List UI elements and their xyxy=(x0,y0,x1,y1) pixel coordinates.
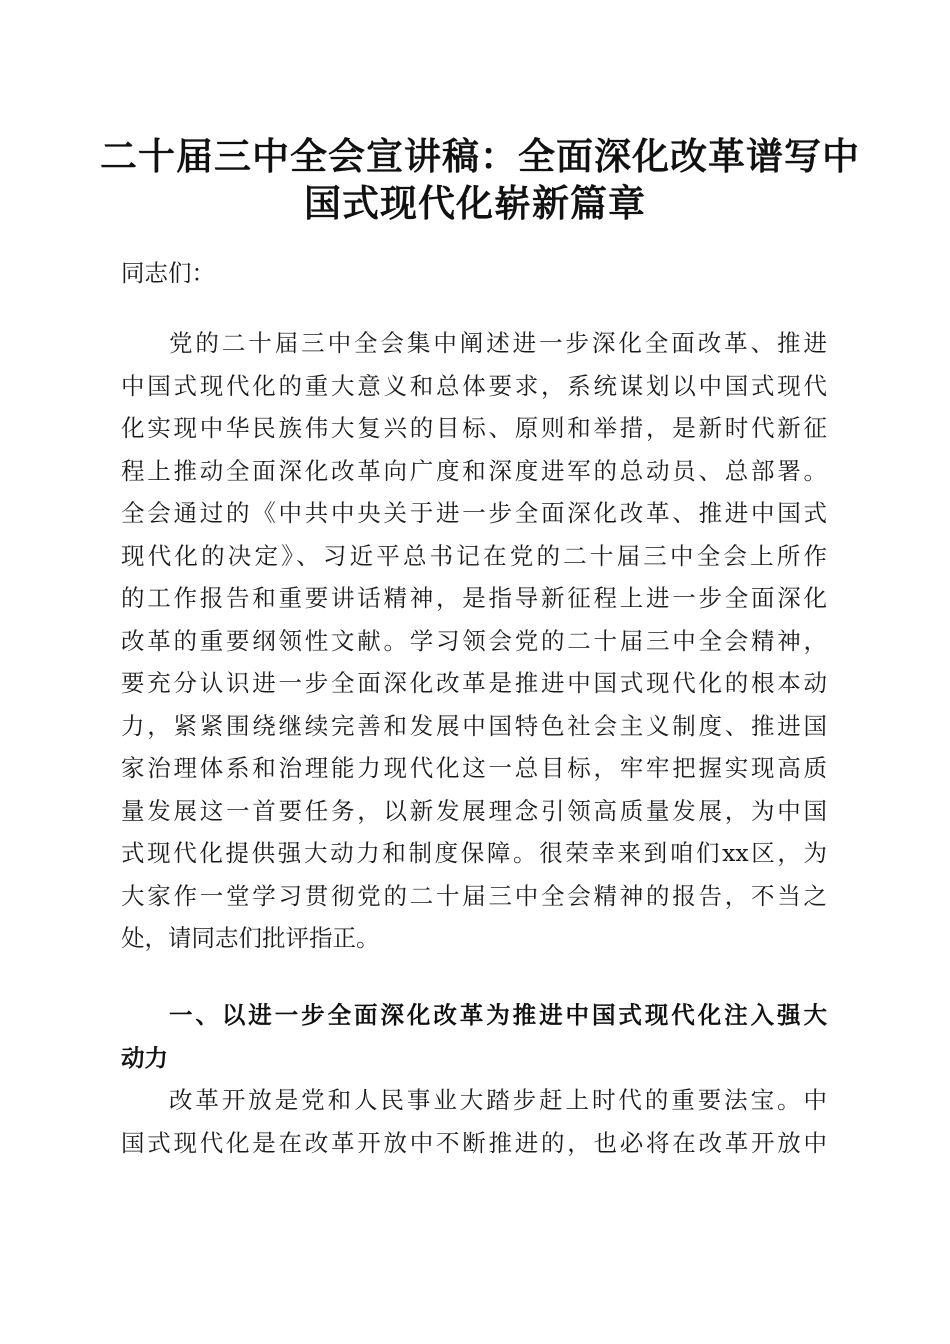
paragraph-section-1 xyxy=(121,1079,827,1164)
paragraph-line: 家治理体系和治理能力现代化这一总目标，牢牢把握实现高质 xyxy=(121,754,827,782)
paragraph-line: 中国式现代化的重大意义和总体要求，系统谋划以中国式现代 xyxy=(121,371,827,400)
paragraph-line: 党的二十届三中全会集中阐述进一步深化全面改革、推进 xyxy=(169,329,827,357)
paragraph-intro xyxy=(121,322,827,960)
section-heading-1 xyxy=(121,994,827,1080)
heading-line: 动力 xyxy=(121,1044,168,1072)
paragraph-line: 式现代化提供强大动力和制度保障。很荣幸来到咱们xx区，为 xyxy=(121,839,827,867)
salutation: 同志们： xyxy=(121,259,215,287)
title-line: 二十届三中全会宣讲稿：全面深化改革谱写中 xyxy=(100,134,860,178)
paragraph-line: 改革的重要纲领性文献。学习领会党的二十届三中全会精神， xyxy=(121,626,827,655)
paragraph-line: 量发展这一首要任务，以新发展理念引领高质量发展，为中国 xyxy=(121,796,827,825)
paragraph-line: 现代化的决定》、习近平总书记在党的二十届三中全会上所作 xyxy=(121,541,827,570)
title-line: 国式现代化崭新篇章 xyxy=(304,181,646,225)
paragraph-line: 程上推动全面深化改革向广度和深度进军的总动员、总部署。 xyxy=(121,456,827,485)
paragraph-line: 化实现中华民族伟大复兴的目标、原则和举措，是新时代新征 xyxy=(121,414,827,442)
document-title xyxy=(100,133,860,227)
heading-line: 一、以进一步全面深化改革为推进中国式现代化注入强大 xyxy=(169,1001,827,1029)
paragraph-line: 处，请同志们批评指正。 xyxy=(121,924,380,952)
paragraph-line: 的工作报告和重要讲话精神，是指导新征程上进一步全面深化 xyxy=(121,584,827,612)
paragraph-line: 力，紧紧围绕继续完善和发展中国特色社会主义制度、推进国 xyxy=(121,711,827,740)
paragraph-line: 国式现代化是在改革开放中不断推进的，也必将在改革开放中 xyxy=(121,1128,827,1157)
paragraph-line: 全会通过的《中共中央关于进一步全面深化改革、推进中国式 xyxy=(121,499,827,527)
paragraph-line: 改革开放是党和人民事业大踏步赶上时代的重要法宝。中 xyxy=(169,1086,827,1114)
paragraph-line: 要充分认识进一步全面深化改革是推进中国式现代化的根本动 xyxy=(121,669,827,697)
paragraph-line: 大家作一堂学习贯彻党的二十届三中全会精神的报告，不当之 xyxy=(121,881,827,910)
